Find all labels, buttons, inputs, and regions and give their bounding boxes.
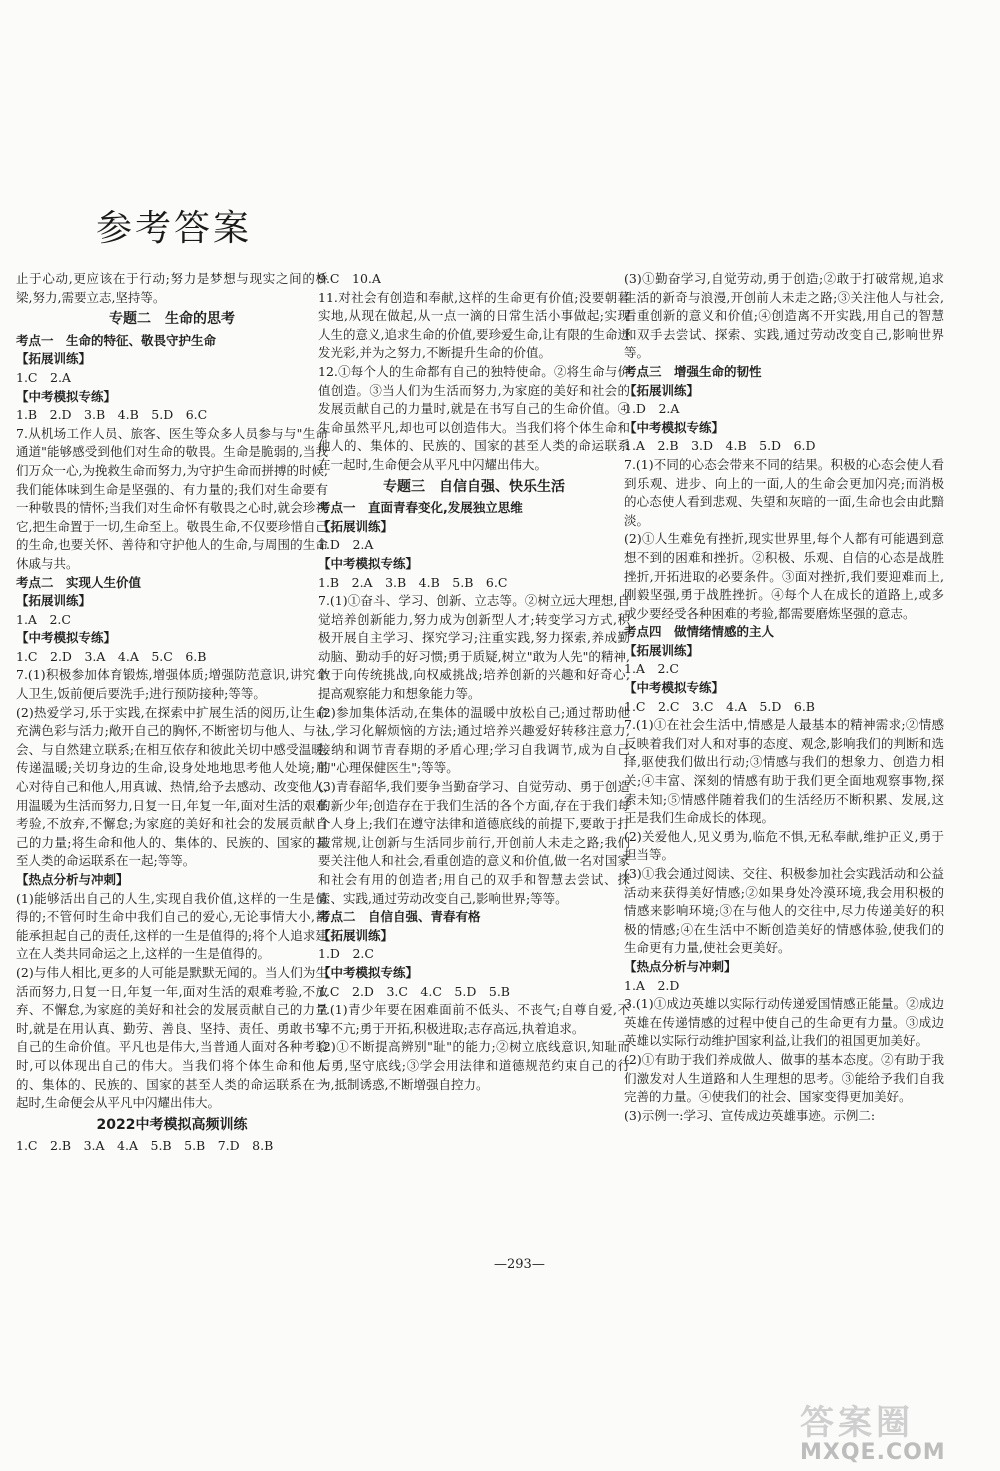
exercise-label: 【中考模拟专练】 [318, 555, 419, 571]
topic-heading: 考点一 直面青春变化,发展独立思维 [318, 500, 523, 516]
answer-paragraph: 1.A 2.C [624, 661, 679, 677]
exercise-label: 【拓展训练】 [16, 593, 92, 609]
answer-paragraph: 1.C 2.D 3.A 4.A 5.C 6.B [16, 648, 207, 664]
answer-paragraph: 1.A 2.C [16, 611, 71, 627]
answer-paragraph: 11.对社会有创造和奉献,这样的生命更有价值;没要朝暮实地,从现在做起,从一点一滴的日常生活小事做起;实现人生的意义,追求生命的价值,要珍爱生命,让有限的生命迸发光彩,并为之努力,不断提升生命的价值。 [318, 289, 630, 361]
answer-paragraph: (3)①勤奋学习,自觉劳动,勇于创造;②敢于打破常规,追求生活的新奇与浪漫,开创前人未走之路;③关注他人与社会,看重创新的意义和价值;④创造离不开实践,用自己的智慧和双手去尝试、探索、实践,通过劳动改变自己,影响世界等。 [624, 271, 944, 361]
answer-paragraph: 9.C 10.A [318, 271, 381, 286]
topic-heading: 考点一 生命的特征、敬畏守护生命 [16, 332, 217, 348]
exercise-label: 【拓展训练】 [624, 382, 700, 398]
exercise-label: 【中考模拟专练】 [16, 630, 117, 646]
answer-paragraph: 1.B 2.D 3.B 4.B 5.D 6.C [16, 407, 208, 423]
section-heading: 2022中考模拟高频训练 [96, 1116, 248, 1133]
answer-column-2 [318, 270, 630, 1094]
answer-paragraph: 1.C 2.D 3.C 4.C 5.D 5.B [318, 983, 510, 999]
answer-paragraph: (2)关爱他人,见义勇为,临危不惧,无私奉献,维护正义,勇于担当等。 [624, 828, 944, 863]
exercise-label: 【热点分析与冲刺】 [624, 958, 737, 974]
answer-paragraph: 1.B 2.A 3.B 4.B 5.B 6.C [318, 574, 508, 590]
answer-paragraph: (2)①人生难免有挫折,现实世界里,每个人都有可能遇到意想不到的困难和挫折。②积极、乐观、自信的心态是战胜挫折,开拓进取的必要条件。③面对挫折,我们要迎难而上,刚毅坚强,勇于战胜挫折。④每个人在成长的道路上,或多或少要经受各种困难的考验,都需要磨炼坚强的意志。 [624, 531, 944, 621]
section-heading: 专题二 生命的思考 [109, 311, 235, 328]
answer-paragraph: 7.(1)不同的心态会带来不同的结果。积极的心态会使人看到乐观、进步、向上的一面,人的生命会更加闪亮;而消极的心态使人看到悲观、失望和灰暗的一面,生命也会由此黯淡。 [624, 456, 944, 528]
exercise-label: 【中考模拟专练】 [624, 680, 725, 696]
watermark-logo [800, 1395, 990, 1465]
answer-paragraph: 1.D 2.C [318, 946, 374, 962]
answer-paragraph: 1.D 2.A [624, 401, 680, 417]
answer-paragraph: 7.(1)①奋斗、学习、创新、立志等。②树立远大理想,自觉培养创新能力,努力成为创新型人才;转变学习方式,积极开展自主学习、探究学习;注重实践,努力探索,养成勤动脑、勤动手的好习惯;勇于质疑,树立"敢为人先"的精神,敢于向传统挑战,向权威挑战;培养创新的兴趣和好奇心,提高观察能力和想象能力等。 [318, 593, 630, 702]
topic-heading: 考点四 做情绪情感的主人 [624, 624, 775, 640]
answer-paragraph: 止于心动,更应该在于行动;努力是梦想与现实之间的桥梁,努力,需要立志,坚持等。 [16, 271, 328, 305]
answer-paragraph: (2)与伟人相比,更多的人可能是默默无闻的。当人们为生活而努力,日复一日,年复一年,面对生活的艰难考验,不放弃、不懈怠,为家庭的美好和社会的发展贡献自己的力量时,就是在用认真、勤劳、善良、坚持、责任、勇敢书写自己的生命价值。平凡也是伟大,当普通人面对各种考验时,可以体现出自己的伟大。当我们将个体生命和他人的、集体的、民族的、国家的甚至人类的命运联系在一起时,生命便会从平凡中闪耀出伟大。 [16, 964, 328, 1111]
exercise-label: 【中考模拟专练】 [624, 419, 725, 435]
exercise-label: 【拓展训练】 [318, 518, 394, 534]
watermark-url-text: MXQE.COM [800, 1440, 946, 1465]
topic-heading: 考点二 自信自强、青春有格 [318, 909, 481, 925]
answer-paragraph: 7.从机场工作人员、旅客、医生等众多人员参与与"生命通道"能够感受到他们对生命的敬畏。生命是脆弱的,当我们万众一心,为挽救生命而努力,为守护生命而拼搏的时候,我们能体味到生命是坚强的、有力量的;我们对生命要有一种敬畏的情怀;当我们对生命怀有敬畏之心时,就会珍视它,把生命置于一切,生命至上。敬畏生命,不仅要珍惜自己的生命,也要关怀、善待和守护他人的生命,与周围的生命休戚与共。 [16, 425, 328, 571]
section-heading: 专题三 自信自强、快乐生活 [383, 478, 565, 495]
exercise-label: 【拓展训练】 [624, 642, 700, 658]
answer-paragraph: 1.C 2.A [16, 369, 71, 385]
answer-paragraph: 7.(1)积极参加体育锻炼,增强体质;增强防范意识,讲究个人卫生,饭前便后要洗手;进行预防接种;等等。 [16, 667, 328, 702]
answer-paragraph: (2)参加集体活动,在集体的温暖中放松自己;通过帮助他人,学习化解烦恼的方法;通过培养兴趣爱好转移注意力,接纳和调节青春期的矛盾心理;学习自我调节,成为自己的"心理保健医生";等等。 [318, 704, 630, 776]
answer-paragraph: 12.①每个人的生命都有自己的独特使命。②将生命与价值创造。③当人们为生活而努力,为家庭的美好和社会的发展贡献自己的力量时,就是在书写自己的生命价值。④生命虽然平凡,却也可以创造伟大。当我们将个体生命和他人的、集体的、民族的、国家的甚至人类的命运联系在一起时,生命便会从平凡中闪耀出伟大。 [318, 363, 630, 472]
answer-paragraph: (3)示例一:学习、宣传成边英雄事迹。示例二: [624, 1107, 876, 1123]
answer-paragraph: (1)能够活出自己的人生,实现自我价值,这样的一生是值得的;不管何时生命中我们自己的爱心,无论事情大小,都能承担起自己的责任,这样的一生是值得的;将个人追求建立在人类共同命运之上,这样的一生是值得的。 [16, 890, 328, 962]
page-number: —293— [494, 1257, 545, 1272]
exercise-label: 【中考模拟专练】 [318, 964, 419, 980]
answer-paragraph: (3)①我会通过阅读、交往、积极参加社会实践活动和公益活动来获得美好情感;②如果身处冷漠环境,我会用积极的情感来影响环境;③在与他人的交往中,尽力传递美好的积极的情感;④在生活中不断创造美好的情感体验,使我们的生命更有力量,使社会更美好。 [624, 866, 944, 956]
answer-paragraph: 1.A 2.D [624, 977, 680, 993]
answer-paragraph: 1.A 2.B 3.D 4.B 5.D 6.D [624, 438, 816, 454]
exercise-label: 【中考模拟专练】 [16, 388, 117, 404]
exercise-label: 【热点分析与冲刺】 [16, 872, 129, 887]
answer-paragraph: 1.D 2.A [318, 537, 374, 553]
answer-paragraph: (3)青春韶华,我们要争当勤奋学习、自觉劳动、勇于创造的新少年;创造存在于我们生活的各个方面,存在于我们每个人身上;我们在遵守法律和道德底线的前提下,要敢于打破常规,让创新与生活同步前行,开创前人未走之路;我们要关注他人和社会,看重创造的意义和价值,做一名对国家和社会有用的创造者;用自己的双手和智慧去尝试、探索、实践,通过劳动改变自己,影响世界;等等。 [318, 779, 630, 906]
exercise-label: 【拓展训练】 [16, 351, 92, 367]
answer-paragraph: 3.(1)①成边英雄以实际行动传递爱国情感正能量。②成边英雄在传递情感的过程中使自己的生命更有力量。③成边英雄以实际行动维护国家利益,让我们的祖国更加美好。 [624, 996, 944, 1049]
answer-paragraph: (2)热爱学习,乐于实践,在探索中扩展生活的阅历,让生命充满色彩与活力;敞开自己的胸怀,不断密切与他人、与社会、与自然建立联系;在相互依存和彼此关切中感受温暖,传递温暖;关切身边的生命,设身处地地思考他人处境;用心对待自己和他人,用真诚、热情,给予去感动、改变他人,用温暖为生活而努力,日复一日,年复一年,面对生活的艰难考验,不放弃,不懈怠;为家庭的美好和社会的发展贡献自己的力量;将生命和他人的、集体的、民族的、国家的甚至人类的命运联系在一起;等等。 [16, 704, 328, 869]
answer-paragraph: 1.C 2.B 3.A 4.A 5.B 5.B 7.D 8.B [16, 1138, 274, 1154]
exercise-label: 【拓展训练】 [318, 927, 394, 943]
topic-heading: 考点二 实现人生价值 [16, 574, 142, 590]
page-title: 参考答案 [96, 208, 253, 249]
topic-heading: 考点三 增强生命的韧性 [624, 363, 762, 379]
watermark-top-text: 答案圈 [800, 1403, 914, 1443]
answer-paragraph: (2)①有助于我们养成做人、做事的基本态度。②有助于我们激发对人生道路和人生理想的思考。③能给予我们自我完善的力量。④使我们的社会、国家变得更加美好。 [624, 1051, 944, 1105]
answer-paragraph: 7.(1)青少年要在困难面前不低头、不丧气;自尊自爱,不卑不亢;勇于开拓,积极进取;志存高远,执着追求。 [318, 1002, 630, 1036]
answer-paragraph: 7.(1)①在社会生活中,情感是人最基本的精神需求;②情感反映着我们对人和对事的态度、观念,影响我们的判断和选择,驱使我们做出行动;③情感与我们的想象力、创造力相关;④丰富、深刻的情感有助于我们更全面地观察事物,探索未知;⑤情感伴随着我们的生活经历不断积累、发展,这正是我们生命成长的体现。 [624, 717, 944, 826]
answer-paragraph: 1.C 2.C 3.C 4.A 5.D 6.B [624, 698, 815, 714]
answer-paragraph: (2)①不断提高辨别"耻"的能力;②树立底线意识,知耻而后勇,坚守底线;③学会用法律和道德规范约束自己的行为,抵制诱惑,不断增强自控力。 [318, 1039, 630, 1092]
answer-column-3 [624, 270, 944, 1125]
answer-column-1 [16, 270, 328, 1156]
